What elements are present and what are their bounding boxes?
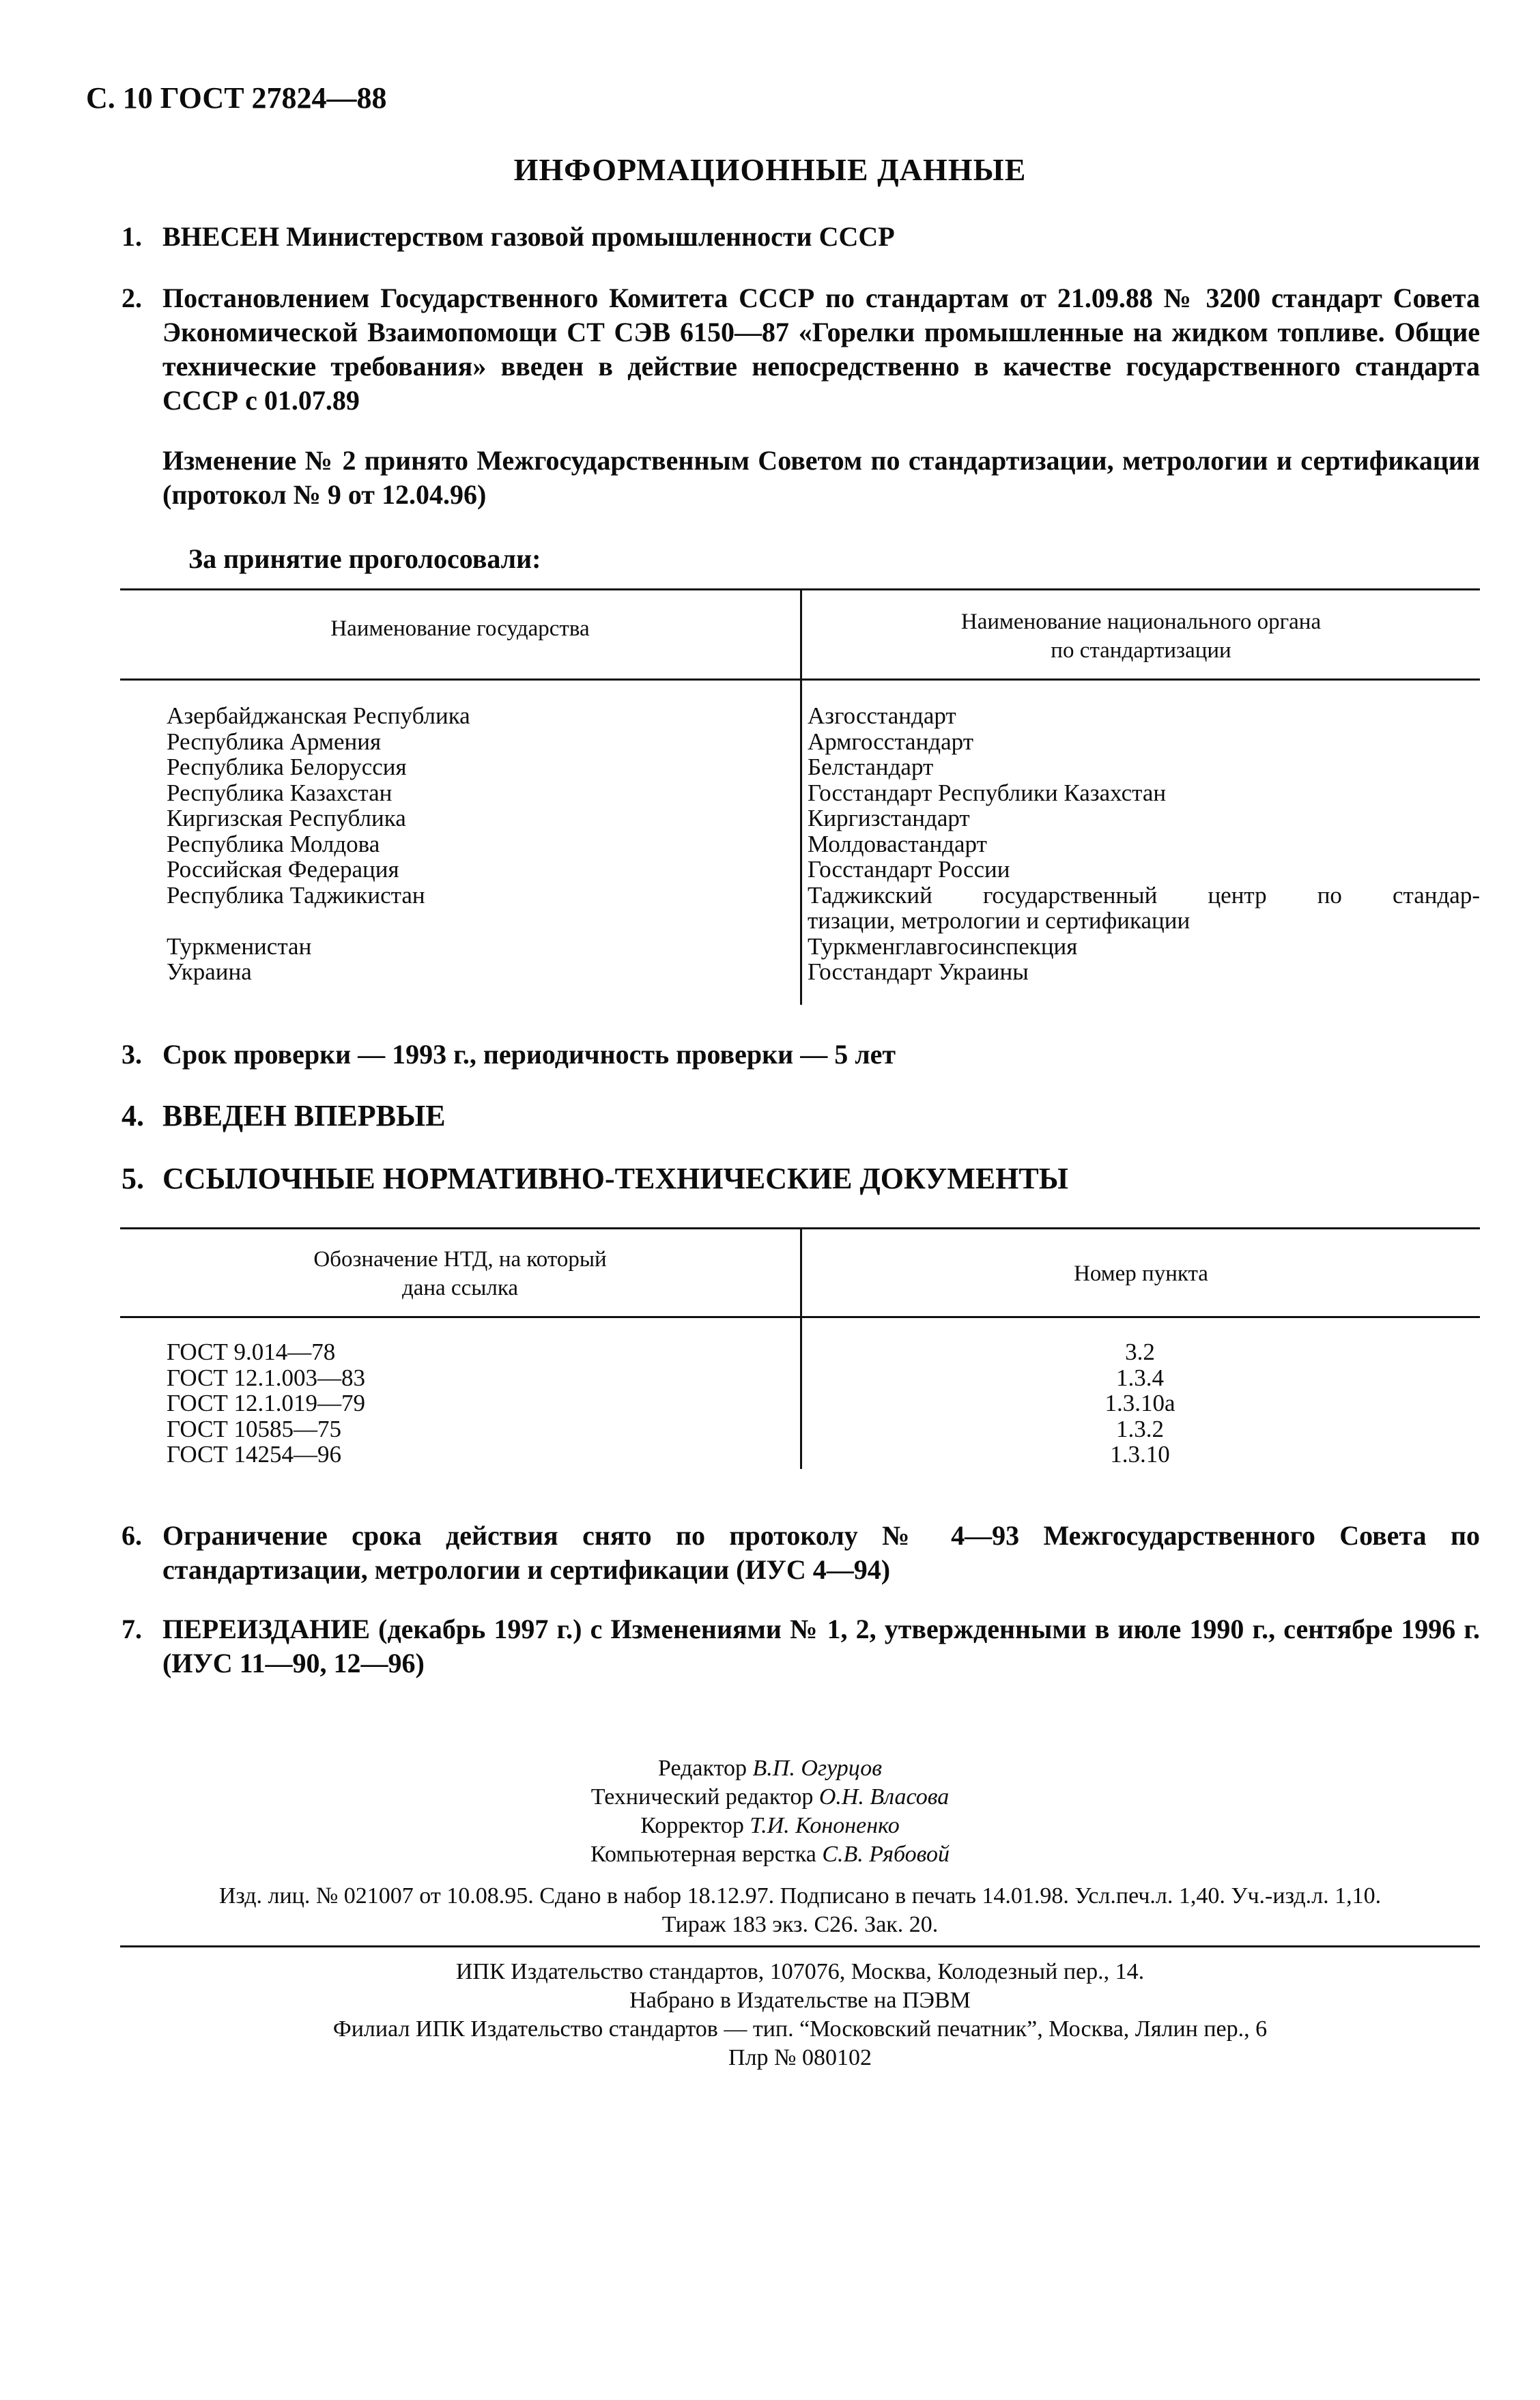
page-title: ИНФОРМАЦИОННЫЕ ДАННЫЕ bbox=[513, 152, 1027, 187]
credit-role: Корректор bbox=[640, 1813, 744, 1838]
table-cell: ГОСТ 12.1.003—83 bbox=[167, 1364, 366, 1391]
table-cell: ГОСТ 9.014—78 bbox=[167, 1339, 336, 1365]
table-cell: 1.3.10 bbox=[1110, 1441, 1170, 1468]
item-6 bbox=[122, 1519, 1480, 1587]
table-cell: Киргизская Республика bbox=[167, 805, 406, 831]
table1-col2-header-line1: Наименование национального органа bbox=[960, 610, 1322, 634]
table-cell: Госстандарт Республики Казахстан bbox=[808, 779, 1167, 806]
item-6-text: Ограничение срока действия снято по протоколу № 4—93 Межгосударственного Совета по стандартизации, метрологии и сертификации (ИУС 4—94) bbox=[162, 1520, 1480, 1585]
table2-col2-header: Номер пункта bbox=[1074, 1261, 1208, 1286]
item-5-text: ССЫЛОЧНЫЕ НОРМАТИВНО-ТЕХНИЧЕСКИЕ ДОКУМЕНТЫ bbox=[162, 1162, 1068, 1195]
table-cell: Азгосстандарт bbox=[808, 702, 956, 729]
credit-role: Редактор bbox=[658, 1756, 747, 1781]
table1-states bbox=[167, 703, 470, 985]
imprint-top bbox=[120, 1882, 1480, 1939]
item-1 bbox=[122, 220, 1480, 254]
item-6-number: 6. bbox=[122, 1520, 142, 1551]
table-cell: 1.3.2 bbox=[1116, 1415, 1164, 1442]
table1-col2-header-line2: по стандартизации bbox=[1051, 638, 1231, 663]
item-2-number: 2. bbox=[122, 283, 142, 313]
table-cell bbox=[167, 908, 470, 934]
table-cell: Республика Армения bbox=[167, 728, 382, 755]
table-cell: 1.3.10а bbox=[1104, 1390, 1175, 1416]
table2-points bbox=[1075, 1339, 1205, 1468]
table-cell: Республика Казахстан bbox=[167, 779, 393, 806]
item-7-text: ПЕРЕИЗДАНИЕ (декабрь 1997 г.) с Изменениями № 1, 2, утвержденными в июле 1990 г., сентябре 1996 г. (ИУС 11—90, 12—96) bbox=[162, 1614, 1480, 1678]
credits bbox=[0, 1754, 1540, 1869]
page-header: С. 10 ГОСТ 27824—88 bbox=[86, 81, 387, 115]
credit-name: В.П. Огурцов bbox=[752, 1756, 882, 1781]
imprint-line-5: Филиал ИПК Издательство стандартов — тип. “Московский печатник”, Москва, Лялин пер., 6 bbox=[332, 2016, 1268, 2042]
table-cell: Таджикский государственный центр по стандар- bbox=[808, 881, 1480, 909]
table2-col1-header-line1: Обозначение НТД, на который bbox=[313, 1247, 607, 1272]
table2-col1-header-line2: дана ссылка bbox=[401, 1276, 519, 1300]
item-7 bbox=[122, 1612, 1480, 1681]
table-cell: Туркменистан bbox=[167, 932, 312, 960]
table-cell: Российская Федерация bbox=[167, 856, 399, 883]
table-cell: Республика Таджикистан bbox=[167, 881, 425, 909]
table1-organs bbox=[808, 703, 1480, 985]
credit-name: Т.И. Кононенко bbox=[750, 1813, 900, 1838]
table-cell: 1.3.4 bbox=[1116, 1364, 1164, 1391]
table-cell: тизации, метрологии и сертификации bbox=[808, 907, 1190, 934]
item-5-number: 5. bbox=[122, 1162, 144, 1195]
table-cell: ГОСТ 12.1.019—79 bbox=[167, 1390, 366, 1416]
table-cell: Белстандарт bbox=[808, 754, 934, 780]
item-1-text: ВНЕСЕН Министерством газовой промышленности СССР bbox=[162, 221, 895, 252]
credit-editor bbox=[0, 1754, 1540, 1783]
table-cell: Армгосстандарт bbox=[808, 728, 973, 755]
table-cell: Азербайджанская Республика bbox=[167, 702, 470, 729]
table1-col1-header: Наименование государства bbox=[330, 616, 590, 641]
table-cell: Госстандарт России bbox=[808, 856, 1010, 883]
credit-corrector bbox=[0, 1812, 1540, 1840]
table-cell: 3.2 bbox=[1125, 1339, 1155, 1365]
change-note: Изменение № 2 принято Межгосударственным Советом по стандартизации, метрологии и сертификации (протокол № 9 от 12.04.96) bbox=[162, 445, 1480, 510]
imprint-line-3: ИПК Издательство стандартов, 107076, Москва, Колодезный пер., 14. bbox=[455, 1959, 1145, 1984]
table2-docs bbox=[167, 1339, 365, 1468]
credit-layout bbox=[0, 1840, 1540, 1869]
credit-role: Технический редактор bbox=[590, 1784, 814, 1810]
imprint-line-4: Набрано в Издательстве на ПЭВМ bbox=[629, 1988, 971, 2013]
table-cell: Республика Белоруссия bbox=[167, 754, 407, 780]
imprint-bottom bbox=[120, 1958, 1480, 2072]
credit-name: С.В. Рябовой bbox=[822, 1842, 950, 1867]
credit-name: О.Н. Власова bbox=[818, 1784, 950, 1810]
table2-col1-header bbox=[120, 1245, 800, 1302]
item-3-text: Срок проверки — 1993 г., периодичность проверки — 5 лет bbox=[162, 1039, 896, 1070]
table-cell: ГОСТ 10585—75 bbox=[167, 1415, 342, 1442]
item-4-text: ВВЕДЕН ВПЕРВЫЕ bbox=[162, 1099, 446, 1132]
table-cell: Республика Молдова bbox=[167, 830, 380, 857]
credit-tech-editor bbox=[0, 1783, 1540, 1812]
imprint-line-2: Тираж 183 экз. С26. Зак. 20. bbox=[661, 1912, 939, 1937]
item-7-number: 7. bbox=[122, 1614, 142, 1644]
imprint-line-6: Плр № 080102 bbox=[728, 2045, 872, 2070]
item-3-number: 3. bbox=[122, 1039, 142, 1070]
item-4 bbox=[122, 1099, 1480, 1133]
table1-col2-header bbox=[802, 608, 1480, 665]
item-4-number: 4. bbox=[122, 1099, 144, 1132]
imprint-rule bbox=[120, 1945, 1480, 1947]
item-1-number: 1. bbox=[122, 221, 142, 252]
table-cell: ГОСТ 14254—96 bbox=[167, 1441, 342, 1468]
credit-role: Компьютерная верстка bbox=[590, 1842, 816, 1867]
item-2-text: Постановлением Государственного Комитета СССР по стандартам от 21.09.88 № 3200 стандарт Совета Экономической Взаимопомощи СТ СЭВ 6150—87 «Горелки промышленные на жидком топливе. Общие технические требования» введен в действие непосредственно в качестве государственного стандарта СССР с 01.07.89 bbox=[162, 283, 1480, 416]
imprint-line-1: Изд. лиц. № 021007 от 10.08.95. Сдано в набор 18.12.97. Подписано в печать 14.01.98. Усл.печ.л. 1,40. Уч.-изд.л. 1,10. bbox=[218, 1883, 1382, 1909]
table-cell: Молдовастандарт bbox=[808, 830, 987, 857]
item-5 bbox=[122, 1162, 1480, 1196]
table-cell: Украина bbox=[167, 958, 252, 985]
table-cell: Туркменглавгосинспекция bbox=[808, 932, 1078, 960]
table-cell: Госстандарт Украины bbox=[808, 958, 1029, 985]
table-cell: Киргизстандарт bbox=[808, 805, 970, 831]
voted-heading: За принятие проголосовали: bbox=[188, 543, 541, 574]
item-3 bbox=[122, 1038, 1480, 1072]
item-2 bbox=[122, 281, 1480, 418]
